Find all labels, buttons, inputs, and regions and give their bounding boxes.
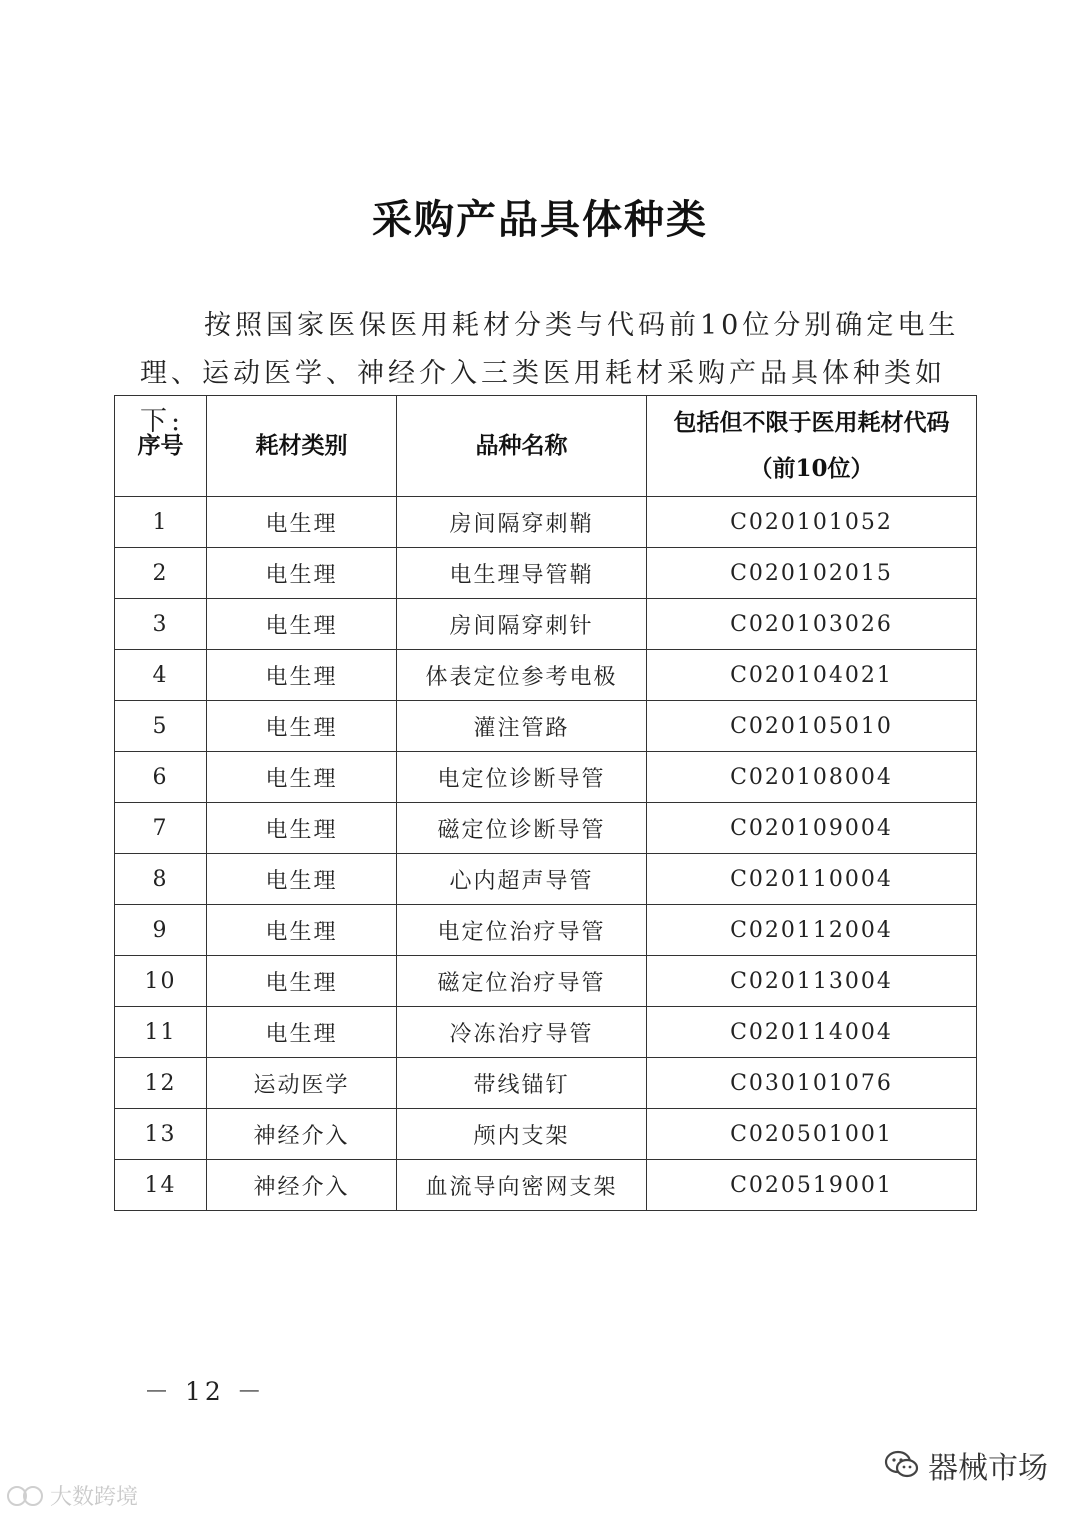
cell-code: C020519001 (647, 1160, 977, 1211)
cell-index: 10 (115, 956, 207, 1007)
cell-category: 电生理 (207, 701, 397, 752)
cell-index: 7 (115, 803, 207, 854)
logo-icon (6, 1483, 46, 1509)
cell-code: C020109004 (647, 803, 977, 854)
table-row (115, 701, 977, 752)
cell-index: 9 (115, 905, 207, 956)
cell-category: 神经介入 (207, 1160, 397, 1211)
cell-category: 电生理 (207, 854, 397, 905)
cell-name: 房间隔穿刺鞘 (397, 497, 647, 548)
cell-category: 电生理 (207, 1007, 397, 1058)
products-table (114, 395, 977, 1211)
cell-index: 6 (115, 752, 207, 803)
cell-name: 电定位治疗导管 (397, 905, 647, 956)
table-row (115, 905, 977, 956)
cell-code: C020104021 (647, 650, 977, 701)
cell-name: 心内超声导管 (397, 854, 647, 905)
table-body (115, 497, 977, 1211)
cell-code: C020114004 (647, 1007, 977, 1058)
table-row (115, 1007, 977, 1058)
header-code-line2: （前10位） (749, 455, 874, 482)
header-name: 品种名称 (397, 396, 647, 497)
cell-index: 3 (115, 599, 207, 650)
watermark-left (6, 1480, 138, 1511)
cell-category: 电生理 (207, 905, 397, 956)
table-row (115, 854, 977, 905)
table-row (115, 752, 977, 803)
cell-code: C020108004 (647, 752, 977, 803)
table-row (115, 1058, 977, 1109)
header-code (647, 396, 977, 497)
table-header-row (115, 396, 977, 497)
cell-category: 电生理 (207, 803, 397, 854)
watermark-right (884, 1443, 1048, 1487)
cell-name: 房间隔穿刺针 (397, 599, 647, 650)
wechat-icon (884, 1449, 920, 1481)
cell-index: 2 (115, 548, 207, 599)
cell-name: 电生理导管鞘 (397, 548, 647, 599)
cell-code: C030101076 (647, 1058, 977, 1109)
cell-code: C020113004 (647, 956, 977, 1007)
cell-category: 运动医学 (207, 1058, 397, 1109)
cell-index: 5 (115, 701, 207, 752)
table-row (115, 548, 977, 599)
cell-name: 灌注管路 (397, 701, 647, 752)
cell-name: 磁定位治疗导管 (397, 956, 647, 1007)
cell-category: 电生理 (207, 497, 397, 548)
cell-code: C020112004 (647, 905, 977, 956)
intro-paragraph: 按照国家医保医用耗材分类与代码前10位分别确定电生理、运动医学、神经介入三类医用耗材采购产品具体种类如下: (140, 310, 960, 437)
cell-code: C020501001 (647, 1109, 977, 1160)
cell-code: C020110004 (647, 854, 977, 905)
cell-index: 1 (115, 497, 207, 548)
cell-name: 电定位诊断导管 (397, 752, 647, 803)
header-index: 序号 (115, 396, 207, 497)
cell-category: 电生理 (207, 956, 397, 1007)
table-row (115, 956, 977, 1007)
cell-name: 血流导向密网支架 (397, 1160, 647, 1211)
cell-category: 神经介入 (207, 1109, 397, 1160)
cell-index: 8 (115, 854, 207, 905)
watermark-left-text: 大数跨境 (50, 1485, 139, 1510)
header-category: 耗材类别 (207, 396, 397, 497)
cell-index: 4 (115, 650, 207, 701)
cell-code: C020103026 (647, 599, 977, 650)
cell-code: C020101052 (647, 497, 977, 548)
page-number: － 12 － (144, 1377, 266, 1406)
cell-code: C020102015 (647, 548, 977, 599)
cell-index: 11 (115, 1007, 207, 1058)
table-row (115, 803, 977, 854)
cell-index: 13 (115, 1109, 207, 1160)
cell-category: 电生理 (207, 650, 397, 701)
cell-name: 磁定位诊断导管 (397, 803, 647, 854)
table-row (115, 1109, 977, 1160)
cell-index: 14 (115, 1160, 207, 1211)
watermark-right-text: 器械市场 (928, 1451, 1048, 1486)
cell-category: 电生理 (207, 599, 397, 650)
table-row (115, 497, 977, 548)
cell-code: C020105010 (647, 701, 977, 752)
table-row (115, 599, 977, 650)
cell-name: 颅内支架 (397, 1109, 647, 1160)
header-code-line1: 包括但不限于医用耗材代码 (673, 409, 950, 436)
page-title: 采购产品具体种类 (372, 196, 708, 243)
cell-index: 12 (115, 1058, 207, 1109)
cell-category: 电生理 (207, 752, 397, 803)
cell-name: 带线锚钉 (397, 1058, 647, 1109)
table-row (115, 1160, 977, 1211)
cell-name: 体表定位参考电极 (397, 650, 647, 701)
cell-name: 冷冻治疗导管 (397, 1007, 647, 1058)
table-row (115, 650, 977, 701)
cell-category: 电生理 (207, 548, 397, 599)
